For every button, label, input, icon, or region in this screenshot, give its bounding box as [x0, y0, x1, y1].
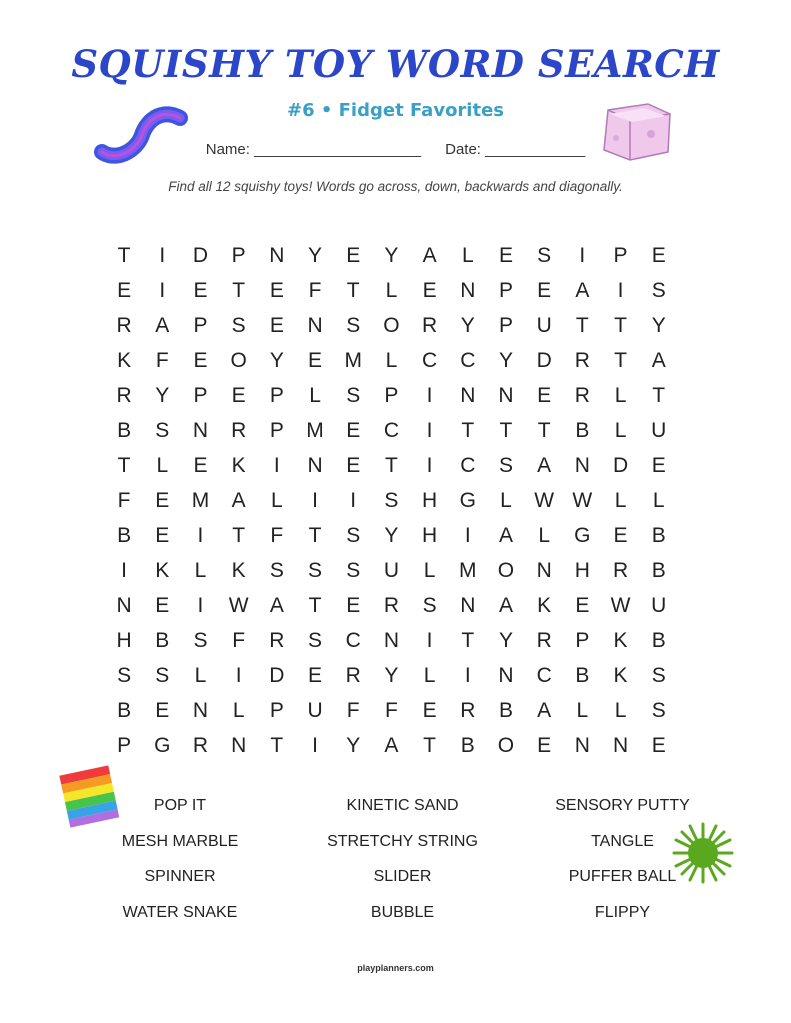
grid-letter[interactable]: S [346, 384, 361, 407]
grid-letter[interactable]: U [536, 314, 552, 337]
grid-letter[interactable]: F [346, 699, 360, 722]
grid-letter[interactable]: T [461, 419, 475, 442]
grid-letter[interactable]: T [308, 594, 322, 617]
grid-letter[interactable]: L [614, 699, 627, 722]
grid-letter[interactable]: T [652, 384, 666, 407]
grid-letter[interactable]: I [273, 454, 280, 477]
grid-letter[interactable]: E [346, 454, 361, 477]
grid-letter[interactable]: O [383, 314, 400, 337]
grid-letter[interactable]: E [193, 349, 208, 372]
grid-letter[interactable]: Y [346, 734, 361, 757]
grid-letter[interactable]: E [193, 454, 208, 477]
grid-letter[interactable]: A [498, 594, 513, 617]
grid-letter[interactable]: E [269, 314, 284, 337]
grid-letter[interactable]: I [121, 559, 128, 582]
grid-letter[interactable]: U [651, 419, 667, 442]
grid-letter[interactable]: G [459, 489, 476, 512]
grid-letter[interactable]: P [269, 699, 284, 722]
grid-letter[interactable]: S [117, 664, 132, 687]
grid-letter[interactable]: Y [498, 629, 513, 652]
grid-letter[interactable]: C [536, 664, 552, 687]
grid-letter[interactable]: A [231, 489, 246, 512]
grid-letter[interactable]: L [156, 454, 169, 477]
grid-letter[interactable]: P [498, 314, 513, 337]
grid-letter[interactable]: M [459, 559, 477, 582]
grid-letter[interactable]: G [154, 734, 171, 757]
word-list-item: SPINNER [144, 868, 216, 885]
grid-letter[interactable]: P [498, 279, 513, 302]
grid-letter[interactable]: R [345, 664, 361, 687]
grid-letter[interactable]: L [194, 664, 207, 687]
grid-letter[interactable]: R [116, 314, 132, 337]
grid-letter[interactable]: L [271, 489, 283, 512]
grid-letter[interactable]: F [117, 489, 131, 512]
grid-letter[interactable]: K [231, 454, 246, 477]
grid-letter[interactable]: S [651, 664, 666, 687]
grid-letter[interactable]: R [536, 629, 552, 652]
grid-letter[interactable]: E [651, 454, 666, 477]
grid-letter[interactable]: H [116, 629, 132, 652]
grid-letter[interactable]: I [617, 279, 624, 302]
grid-letter[interactable]: E [308, 664, 323, 687]
grid-letter[interactable]: A [422, 244, 437, 267]
word-list-item: SLIDER [373, 868, 432, 885]
grid-letter[interactable]: R [612, 559, 629, 582]
grid-letter[interactable]: R [231, 419, 247, 442]
grid-letter[interactable]: N [307, 454, 323, 477]
grid-letter[interactable]: D [612, 454, 629, 477]
grid-letter[interactable]: Y [651, 314, 666, 337]
grid-letter[interactable]: I [159, 279, 166, 302]
grid-letter[interactable]: M [306, 419, 324, 442]
grid-letter[interactable]: A [651, 349, 666, 372]
grid-letter[interactable]: N [231, 734, 247, 757]
grid-letter[interactable]: B [651, 629, 666, 652]
grid-letter[interactable]: L [461, 244, 474, 267]
grid-letter[interactable]: T [117, 244, 131, 267]
grid-letter[interactable]: N [460, 279, 476, 302]
grid-letter[interactable]: S [651, 699, 666, 722]
grid-letter[interactable]: T [232, 524, 246, 547]
grid-letter[interactable]: T [423, 734, 436, 757]
grid-letter[interactable]: B [117, 524, 132, 547]
grid-letter[interactable]: T [575, 314, 589, 337]
grid-letter[interactable]: N [536, 559, 552, 582]
grid-letter[interactable]: U [383, 559, 399, 582]
grid-letter[interactable]: E [346, 594, 361, 617]
grid-letter[interactable]: N [460, 594, 476, 617]
grid-letter[interactable]: T [461, 629, 475, 652]
grid-letter[interactable]: L [423, 559, 436, 582]
grid-letter[interactable]: I [464, 524, 471, 547]
grid-letter[interactable]: E [155, 594, 170, 617]
grid-letter[interactable]: L [614, 384, 627, 407]
grid-letter[interactable]: S [155, 664, 170, 687]
grid-letter[interactable]: L [385, 349, 398, 372]
grid-letter[interactable]: P [231, 244, 246, 267]
grid-letter[interactable]: N [269, 244, 285, 267]
grid-letter[interactable]: L [232, 699, 245, 722]
grid-letter[interactable]: Y [308, 244, 323, 267]
grid-letter[interactable]: I [197, 594, 204, 617]
grid-letter[interactable]: S [384, 489, 399, 512]
grid-letter[interactable]: E [537, 734, 552, 757]
grid-letter[interactable]: Y [460, 314, 475, 337]
grid-letter[interactable]: D [536, 349, 552, 372]
grid-letter[interactable]: N [574, 734, 590, 757]
grid-letter[interactable]: D [192, 244, 209, 267]
grid-letter[interactable]: S [498, 454, 513, 477]
grid-letter[interactable]: C [460, 349, 476, 372]
grid-letter[interactable]: I [159, 244, 166, 267]
grid-letter[interactable]: R [460, 699, 476, 722]
grid-letter[interactable]: S [537, 244, 552, 267]
grid-letter[interactable]: P [269, 384, 284, 407]
grid-letter[interactable]: P [575, 629, 590, 652]
word-list-item: SENSORY PUTTY [555, 797, 690, 814]
grid-letter[interactable]: E [269, 279, 284, 302]
word-list-item: BUBBLE [370, 903, 435, 921]
grid-letter[interactable]: E [155, 489, 170, 512]
grid-letter[interactable]: B [155, 629, 170, 652]
grid-letter[interactable]: A [537, 699, 552, 722]
grid-letter[interactable]: P [269, 419, 284, 442]
grid-letter[interactable]: S [346, 524, 361, 547]
grid-letter[interactable]: T [537, 419, 551, 442]
word-list-item: FLIPPY [594, 903, 651, 921]
grid-letter[interactable]: T [614, 314, 627, 337]
grid-letter[interactable]: E [613, 524, 628, 547]
grid-letter[interactable]: N [574, 454, 590, 477]
grid-letter[interactable]: L [309, 384, 321, 407]
grid-letter[interactable]: P [193, 384, 208, 407]
grid-letter[interactable]: E [117, 279, 132, 302]
grid-letter[interactable]: G [574, 524, 591, 547]
grid-letter[interactable]: E [651, 244, 666, 267]
grid-letter[interactable]: K [613, 664, 628, 687]
grid-letter[interactable]: L [385, 279, 398, 302]
grid-letter[interactable]: M [344, 349, 362, 372]
grid-letter[interactable]: E [231, 384, 246, 407]
grid-letter[interactable]: C [460, 454, 476, 477]
word-list-item: KINETIC SAND [346, 797, 459, 814]
grid-letter[interactable]: E [422, 279, 437, 302]
grid-letter[interactable]: A [269, 594, 284, 617]
grid-letter[interactable]: E [498, 244, 513, 267]
grid-letter[interactable]: R [192, 734, 209, 757]
playplanners-logo-icon [0, 963, 791, 973]
grid-letter[interactable]: R [116, 384, 132, 407]
grid-letter[interactable]: F [232, 629, 246, 652]
grid-letter[interactable]: W [534, 489, 555, 512]
grid-letter[interactable]: N [460, 384, 476, 407]
grid-letter[interactable]: E [346, 244, 361, 267]
grid-letter[interactable]: I [426, 454, 433, 477]
grid-letter[interactable]: B [117, 419, 132, 442]
grid-letter[interactable]: R [269, 629, 285, 652]
grid-letter[interactable]: S [346, 559, 361, 582]
grid-letter[interactable]: E [193, 279, 208, 302]
grid-letter[interactable]: E [155, 524, 170, 547]
grid-letter[interactable]: T [346, 279, 360, 302]
grid-letter[interactable]: U [651, 594, 667, 617]
grid-letter[interactable]: F [308, 279, 322, 302]
grid-letter[interactable]: H [574, 559, 590, 582]
date-field[interactable]: Date: ____________ [445, 141, 586, 158]
grid-letter[interactable]: P [613, 244, 628, 267]
grid-letter[interactable]: W [572, 489, 593, 512]
grid-letter[interactable]: Y [269, 349, 284, 372]
word-list-item: TANGLE [591, 832, 654, 850]
grid-letter[interactable]: A [537, 454, 552, 477]
grid-letter[interactable]: F [270, 524, 284, 547]
grid-letter[interactable]: S [422, 594, 437, 617]
grid-letter[interactable]: B [460, 734, 475, 757]
grid-letter[interactable]: T [499, 419, 513, 442]
grid-letter[interactable]: N [192, 699, 209, 722]
grid-letter[interactable]: K [231, 559, 246, 582]
grid-letter[interactable]: S [155, 419, 170, 442]
grid-letter[interactable]: S [651, 279, 666, 302]
grid-letter[interactable]: B [575, 664, 590, 687]
grid-letter[interactable]: H [422, 524, 438, 547]
grid-letter[interactable]: L [652, 489, 665, 512]
grid-letter[interactable]: E [155, 699, 170, 722]
grid-letter[interactable]: M [191, 489, 210, 512]
grid-letter[interactable]: I [426, 419, 433, 442]
grid-letter[interactable]: S [346, 314, 361, 337]
grid-letter[interactable]: B [498, 699, 513, 722]
page-subtitle: #6 • Fidget Favorites [286, 100, 505, 121]
word-list-item: WATER SNAKE [122, 903, 238, 921]
grid-letter[interactable]: L [614, 419, 627, 442]
word-list [80, 792, 720, 934]
grid-letter[interactable]: S [308, 629, 323, 652]
grid-letter[interactable]: I [312, 489, 318, 512]
grid-letter[interactable]: T [308, 524, 322, 547]
grid-letter[interactable]: A [155, 314, 170, 337]
grid-letter[interactable]: I [579, 244, 586, 267]
name-date-line [0, 141, 791, 158]
grid-letter[interactable]: L [614, 489, 627, 512]
grid-letter[interactable]: N [192, 419, 209, 442]
grid-letter[interactable]: L [538, 524, 550, 547]
word-list-item: POP IT [153, 797, 207, 814]
grid-letter[interactable]: A [498, 524, 513, 547]
grid-letter[interactable]: A [384, 734, 399, 757]
grid-letter[interactable]: L [500, 489, 512, 512]
grid-letter[interactable]: N [498, 664, 514, 687]
instructions: Find all 12 squishy toys! Words go across, down, backwards and diagonally. [168, 179, 623, 194]
grid-letter[interactable]: O [497, 559, 515, 582]
grid-letter[interactable]: K [613, 629, 628, 652]
grid-letter[interactable]: Y [498, 349, 513, 372]
grid-letter[interactable]: P [384, 384, 399, 407]
grid-letter[interactable]: K [537, 594, 552, 617]
footer-brand: playplanners.com [357, 963, 434, 973]
grid-letter[interactable]: E [537, 384, 552, 407]
grid-letter[interactable]: W [610, 594, 631, 617]
grid-letter[interactable]: T [614, 349, 627, 372]
grid-letter[interactable]: T [384, 454, 398, 477]
grid-letter[interactable]: C [383, 419, 399, 442]
grid-letter[interactable]: S [308, 559, 323, 582]
grid-letter[interactable]: E [346, 419, 361, 442]
grid-letter[interactable]: L [194, 559, 207, 582]
grid-letter[interactable]: I [235, 664, 242, 687]
grid-letter[interactable]: O [497, 734, 515, 757]
grid-letter[interactable]: T [270, 734, 284, 757]
grid-letter[interactable]: A [575, 279, 590, 302]
grid-letter[interactable]: S [231, 314, 246, 337]
grid-letter[interactable]: N [383, 629, 399, 652]
word-list-item: MESH MARBLE [121, 832, 239, 850]
grid-letter[interactable]: C [422, 349, 438, 372]
grid-letter[interactable]: N [307, 314, 323, 337]
grid-letter[interactable]: H [422, 489, 438, 512]
grid-letter[interactable]: N [116, 594, 132, 617]
grid-letter[interactable]: R [574, 349, 590, 372]
grid-letter[interactable]: B [117, 699, 132, 722]
grid-letter[interactable]: B [651, 559, 666, 582]
grid-letter[interactable]: L [423, 664, 436, 687]
word-list-item: PUFFER BALL [568, 868, 677, 885]
grid-letter[interactable]: K [155, 559, 170, 582]
grid-letter[interactable]: R [383, 594, 399, 617]
grid-letter[interactable]: E [651, 734, 666, 757]
grid-letter[interactable]: B [575, 419, 590, 442]
grid-letter[interactable]: N [612, 734, 629, 757]
grid-letter[interactable]: Y [155, 384, 170, 407]
page-title: SQUISHY TOY WORD SEARCH [71, 42, 720, 86]
grid-letter[interactable]: I [426, 629, 433, 652]
grid-letter[interactable]: B [651, 524, 666, 547]
grid-letter[interactable]: R [422, 314, 438, 337]
grid-letter[interactable]: E [575, 594, 590, 617]
grid-letter[interactable]: W [228, 594, 249, 617]
grid-letter[interactable]: I [312, 734, 318, 757]
grid-letter[interactable]: E [537, 279, 552, 302]
grid-letter[interactable]: P [193, 314, 208, 337]
grid-letter[interactable]: L [576, 699, 589, 722]
word-list-item: STRETCHY STRING [327, 832, 478, 850]
grid-letter[interactable]: F [155, 349, 169, 372]
grid-letter[interactable]: T [232, 279, 246, 302]
grid-letter[interactable]: U [307, 699, 323, 722]
grid-letter[interactable]: Y [384, 244, 399, 267]
name-field[interactable]: Name: ____________________ [205, 141, 421, 158]
grid-letter[interactable]: I [197, 524, 204, 547]
grid-letter[interactable]: T [117, 454, 131, 477]
grid-letter[interactable]: O [230, 349, 247, 372]
letter-grid [105, 238, 678, 763]
grid-letter[interactable]: Y [384, 524, 399, 547]
grid-letter[interactable]: I [350, 489, 357, 512]
grid-letter[interactable]: E [308, 349, 323, 372]
grid-letter[interactable]: D [269, 664, 285, 687]
grid-letter[interactable]: S [269, 559, 284, 582]
grid-letter[interactable]: S [193, 629, 208, 652]
grid-letter[interactable]: K [117, 349, 132, 372]
grid-letter[interactable]: C [345, 629, 361, 652]
grid-letter[interactable]: N [498, 384, 514, 407]
grid-letter[interactable]: I [426, 384, 433, 407]
grid-letter[interactable]: F [384, 699, 398, 722]
grid-letter[interactable]: I [464, 664, 471, 687]
grid-letter[interactable]: Y [384, 664, 399, 687]
grid-letter[interactable]: R [574, 384, 590, 407]
grid-letter[interactable]: E [422, 699, 437, 722]
grid-letter[interactable]: P [117, 734, 132, 757]
